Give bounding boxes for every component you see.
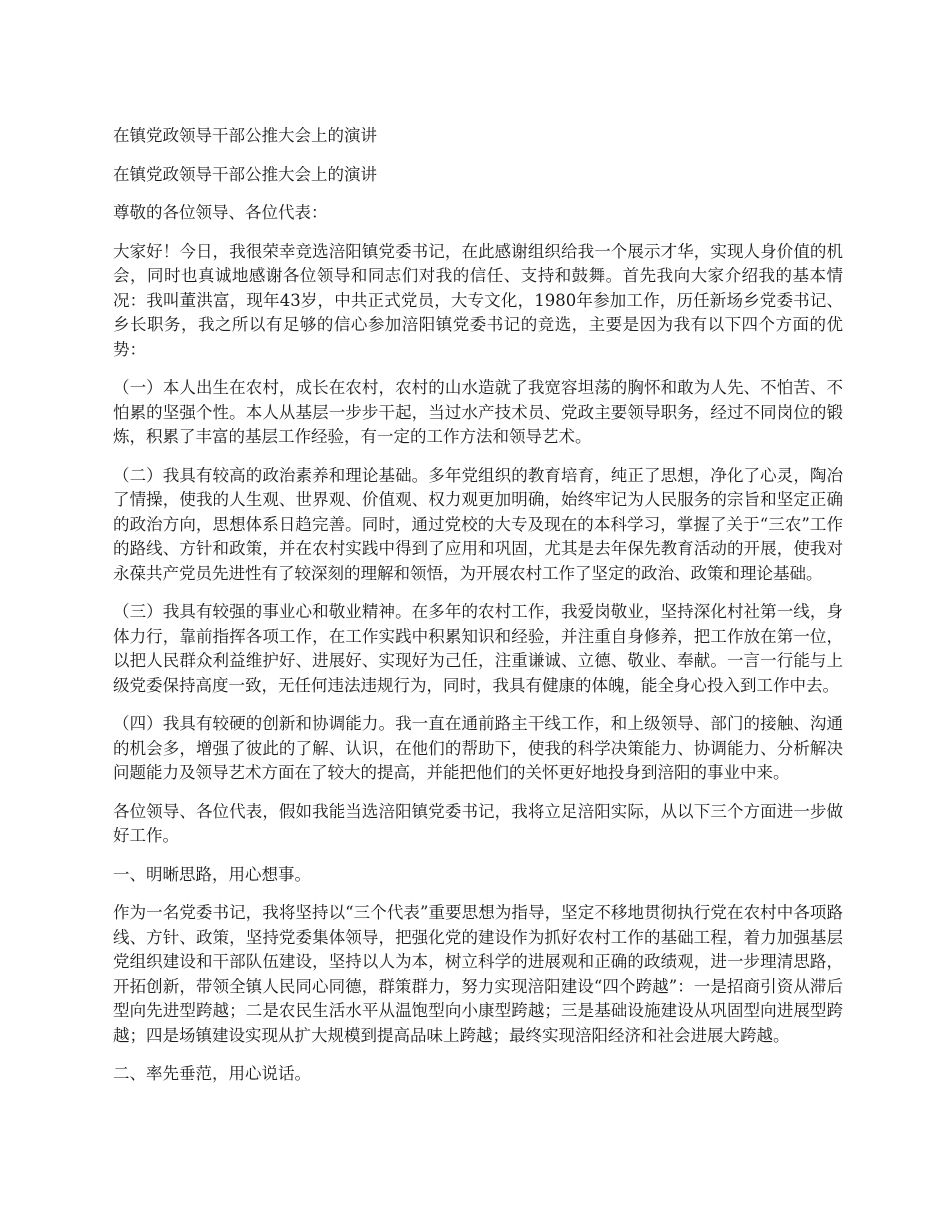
section-heading-2: 二、率先垂范，用心说话。 [113, 1064, 311, 1083]
document-title: 在镇党政领导干部公推大会上的演讲 [113, 126, 377, 145]
paragraph-advantage-1: （一）本人出生在农村，成长在农村，农村的山水造就了我宽容坦荡的胸怀和敢为人先、不怕苦、不怕累的坚强个性。本人从基层一步步干起，当过水产技术员、党政主要领导职务，经过不同岗位的锻炼，积累了丰富的基层工作经验，有一定的工作方法和领导艺术。 [113, 378, 843, 446]
document-page [113, 124, 843, 1101]
paragraph-advantage-2: （二）我具有较高的政治素养和理论基础。多年党组织的教育培育，纯正了思想，净化了心灵，陶冶了情操，使我的人生观、世界观、价值观、权力观更加明确，始终牢记为人民服务的宗旨和坚定正确的政治方向，思想体系日趋完善。同时，通过党校的大专及现在的本科学习，掌握了关于“三农”工作的路线、方针和政策，并在农村实践中得到了应用和巩固，尤其是去年保先教育活动的开展，使我对永葆共产党员先进性有了较深刻的理解和领悟，为开展农村工作了坚定的政治、政策和理论基础。 [113, 465, 843, 583]
paragraph-opening: 大家好！今日，我很荣幸竞选涪阳镇党委书记，在此感谢组织给我一个展示才华，实现人身价值的机会，同时也真诚地感谢各位领导和同志们对我的信任、支持和鼓舞。首先我向大家介绍我的基本情况：我叫董洪富，现年43岁，中共正式党员，大专文化，1980年参加工作，历任新场乡党委书记、乡长职务，我之所以有足够的信心参加涪阳镇党委书记的竞选，主要是因为我有以下四个方面的优势： [113, 241, 843, 359]
paragraph-section-1: 作为一名党委书记，我将坚持以“三个代表”重要思想为指导，坚定不移地贯彻执行党在农村中各项路线、方针、政策，坚持党委集体领导，把强化党的建设作为抓好农村工作的基础工程，着力加强基层党组织建设和干部队伍建设，坚持以人为本，树立科学的进展观和正确的政绩观，进一步理清思路，开拓创新，带领全镇人民同心同德，群策群力，努力实现涪阳建设“四个跨越”：一是招商引资从滞后型向先进型跨越；二是农民生活水平从温饱型向小康型跨越；三是基础设施建设从巩固型向进展型跨越；四是场镇建设实现从扩大规模到提高品味上跨越；最终实现涪阳经济和社会进展大跨越。 [113, 903, 843, 1045]
paragraph-advantage-4: （四）我具有较硬的创新和协调能力。我一直在通前路主干线工作，和上级领导、部门的接触、沟通的机会多，增强了彼此的了解、认识，在他们的帮助下，使我的科学决策能力、协调能力、分析解决问题能力及领导艺术方面在了较大的提高，并能把他们的关怀更好地投身到涪阳的事业中来。 [113, 714, 843, 782]
section-heading-1: 一、明晰思路，用心想事。 [113, 864, 311, 884]
document-title-repeat: 在镇党政领导干部公推大会上的演讲 [113, 164, 377, 184]
salutation: 尊敬的各位领导、各位代表： [113, 203, 328, 222]
paragraph-advantage-3: （三）我具有较强的事业心和敬业精神。在多年的农村工作，我爱岗敬业，坚持深化村社第一线，身体力行，靠前指挥各项工作，在工作实践中积累知识和经验，并注重自身修养，把工作放在第一位，以把人民群众利益维护好、进展好、实现好为己任，注重谦诚、立德、敬业、奉献。一言一行能与上级党委保持高度一致，无任何违法违规行为，同时，我具有健康的体魄，能全身心投入到工作中去。 [113, 602, 843, 695]
paragraph-transition: 各位领导、各位代表，假如我能当选涪阳镇党委书记，我将立足涪阳实际，从以下三个方面进一步做好工作。 [113, 801, 843, 845]
